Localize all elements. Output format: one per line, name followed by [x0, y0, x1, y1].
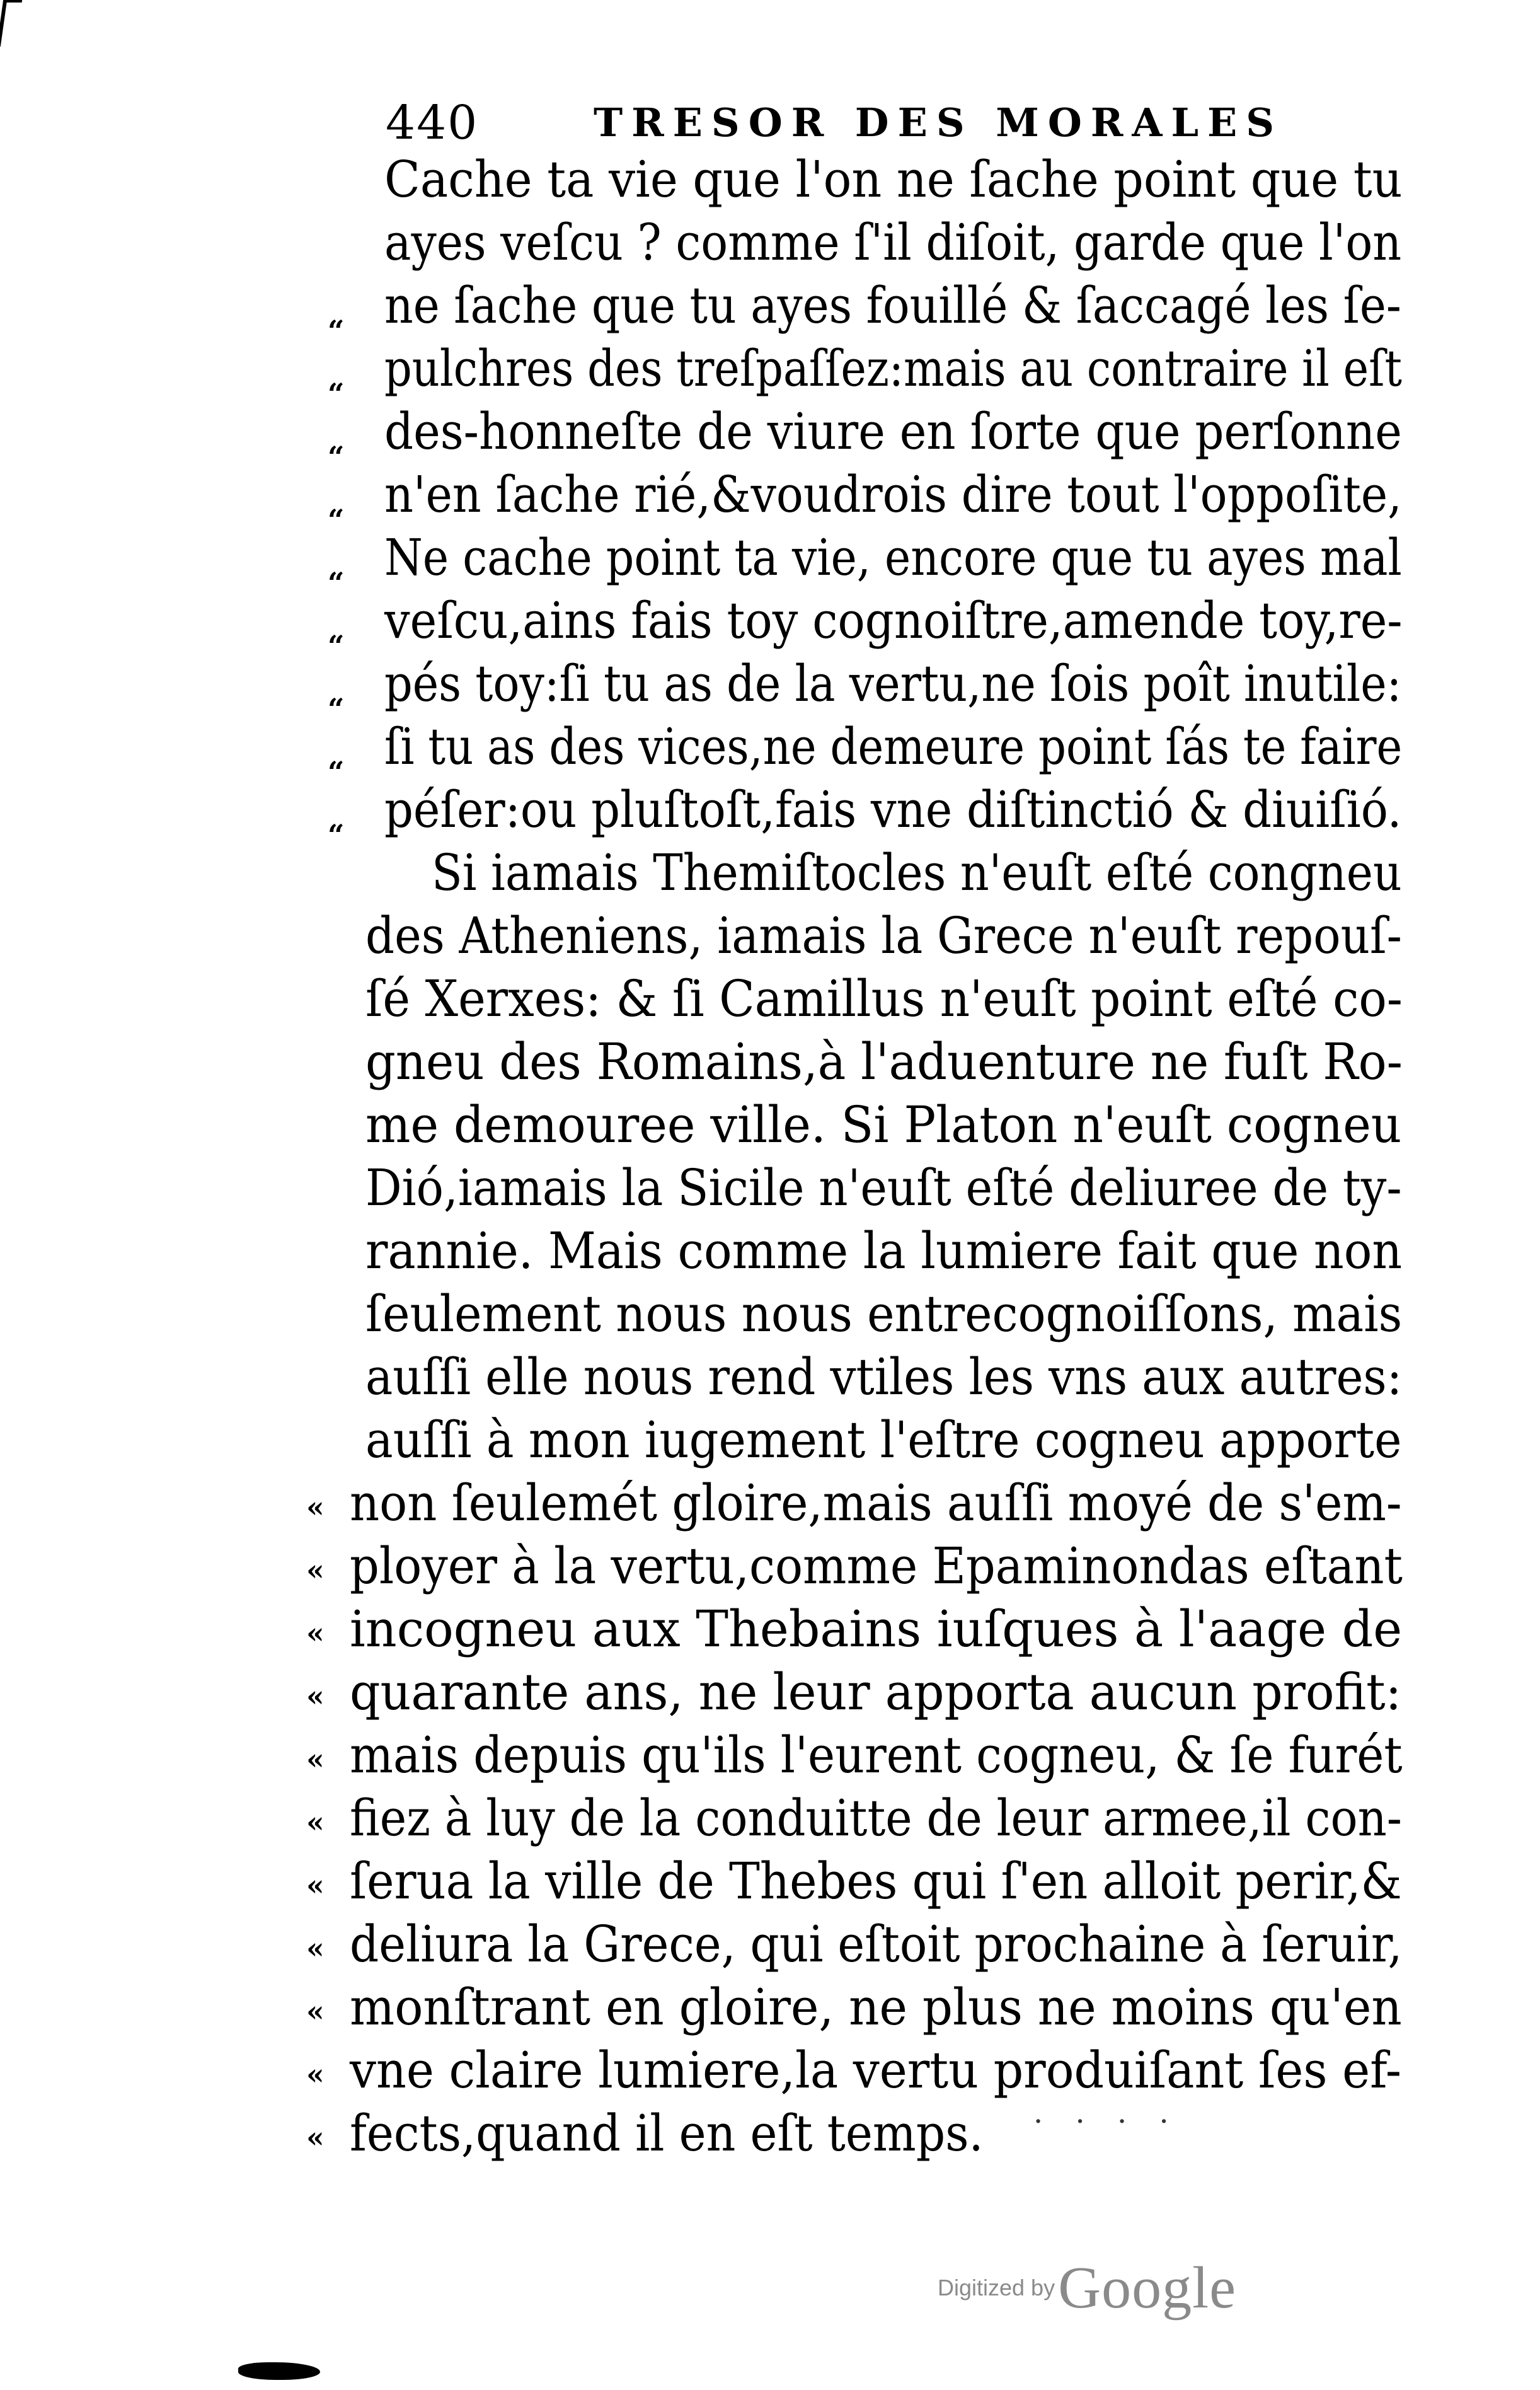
- watermark-prefix: Digitized by: [938, 2275, 1055, 2301]
- quote-mark: «: [306, 1553, 325, 1587]
- text-line: fects,quand il en eſt temps.: [350, 2104, 984, 2162]
- quote-mark: «: [306, 2120, 325, 2154]
- text-line: Cache ta vie que l'on ne ſache point que tu: [384, 150, 1403, 209]
- text-line: me demouree ville. Si Platon n'euſt cogneu: [365, 1095, 1402, 1154]
- quote-mark: “: [328, 629, 345, 663]
- quote-mark: “: [328, 440, 345, 474]
- quote-mark: «: [306, 1868, 325, 1902]
- text-line: Ne cache point ta vie, encore que tu ayes mal: [384, 528, 1402, 587]
- text-line: auſſi elle nous rend vtiles les vns aux autres:: [365, 1348, 1403, 1406]
- quote-mark: «: [306, 1490, 325, 1524]
- quote-mark: «: [306, 1679, 325, 1713]
- text-line: Dió,iamais la Sicile n'euſt eſté deliuree de ty-: [365, 1158, 1402, 1217]
- quote-mark: “: [328, 314, 345, 348]
- running-title: TRESOR DES MORALES: [594, 100, 1284, 146]
- text-line: rannie. Mais comme la lumiere fait que non: [365, 1221, 1403, 1280]
- quote-mark: “: [328, 818, 345, 852]
- text-line: monſtrant en gloire, ne plus ne moins qu'en: [350, 1978, 1402, 2036]
- text-line: incogneu aux Thebains iuſques à l'aage de: [350, 1600, 1403, 1658]
- page-number: 440: [386, 96, 479, 150]
- text-line: pés toy:ſi tu as de la vertu,ne ſois poît inutile:: [384, 654, 1402, 713]
- quote-mark: «: [306, 1742, 325, 1776]
- text-line: vne claire lumiere,la vertu produiſant ſes ef-: [350, 2041, 1402, 2099]
- text-line: deliura la Grece, qui eſtoit prochaine à ſeruir,: [350, 1915, 1403, 1973]
- text-line: des Atheniens, iamais la Grece n'euſt repouſ-: [365, 906, 1402, 965]
- text-line: gneu des Romains,à l'aduenture ne fuſt Ro-: [365, 1032, 1403, 1091]
- quote-mark: “: [328, 692, 345, 726]
- google-logo: Google: [1058, 2255, 1236, 2321]
- quote-mark: “: [328, 377, 345, 411]
- text-line: ſi tu as des vices,ne demeure point ſás te faire: [384, 717, 1403, 776]
- text-line: ſeulement nous nous entrecognoiſſons, mais: [365, 1284, 1403, 1343]
- quote-mark: “: [328, 566, 345, 600]
- quote-mark: «: [306, 1994, 325, 2028]
- quote-mark: “: [328, 503, 345, 537]
- text-line: des-honneſte de viure en ſorte que perſonne: [384, 402, 1402, 461]
- quote-mark: «: [306, 1805, 325, 1839]
- quote-mark: «: [306, 2057, 325, 2091]
- text-line: ſerua la ville de Thebes qui ſ'en alloit perir,&: [350, 1852, 1402, 1910]
- text-line: péſer:ou pluſtoſt,fais vne diſtinctió & diuiſió.: [384, 780, 1402, 839]
- text-line: fiez à luy de la conduitte de leur armee,il con-: [350, 1789, 1403, 1847]
- text-line: veſcu,ains fais toy cognoiſtre,amende toy,re-: [384, 591, 1403, 650]
- text-line: pulchres des treſpaſſez:mais au contraire il eſt: [384, 339, 1402, 398]
- line-end-dots: · · · ·: [1033, 2104, 1180, 2139]
- quote-mark: “: [328, 755, 345, 789]
- quote-mark: «: [306, 1931, 325, 1965]
- text-line: ne ſache que tu ayes fouillé & ſaccagé les ſe-: [384, 276, 1401, 335]
- text-line: auſſi à mon iugement l'eſtre cogneu apporte: [365, 1411, 1402, 1469]
- ink-blot: [238, 2362, 320, 2380]
- text-line: ayes veſcu ? comme ſ'il diſoit, garde que l'on: [384, 213, 1402, 272]
- digitized-watermark: [938, 2254, 1236, 2323]
- text-line: quarante ans, ne leur apporta aucun profit:: [350, 1663, 1402, 1721]
- text-line: Si iamais Themiſtocles n'euſt eſté congneu: [432, 843, 1402, 902]
- text-line: mais depuis qu'ils l'eurent cogneu, & ſe furét: [350, 1726, 1403, 1784]
- quote-mark: «: [306, 1616, 325, 1650]
- text-line: ployer à la vertu,comme Epaminondas eſtant: [350, 1537, 1403, 1595]
- corner-ink-mark: [0, 0, 22, 47]
- text-line: non ſeulemét gloire,mais auſſi moyé de s'em-: [350, 1474, 1402, 1532]
- page-header: [386, 88, 1287, 158]
- text-line: n'en ſache rié,&voudrois dire tout l'oppoſite,: [384, 465, 1402, 524]
- text-line: ſé Xerxes: & ſi Camillus n'euſt point eſté co-: [365, 969, 1403, 1028]
